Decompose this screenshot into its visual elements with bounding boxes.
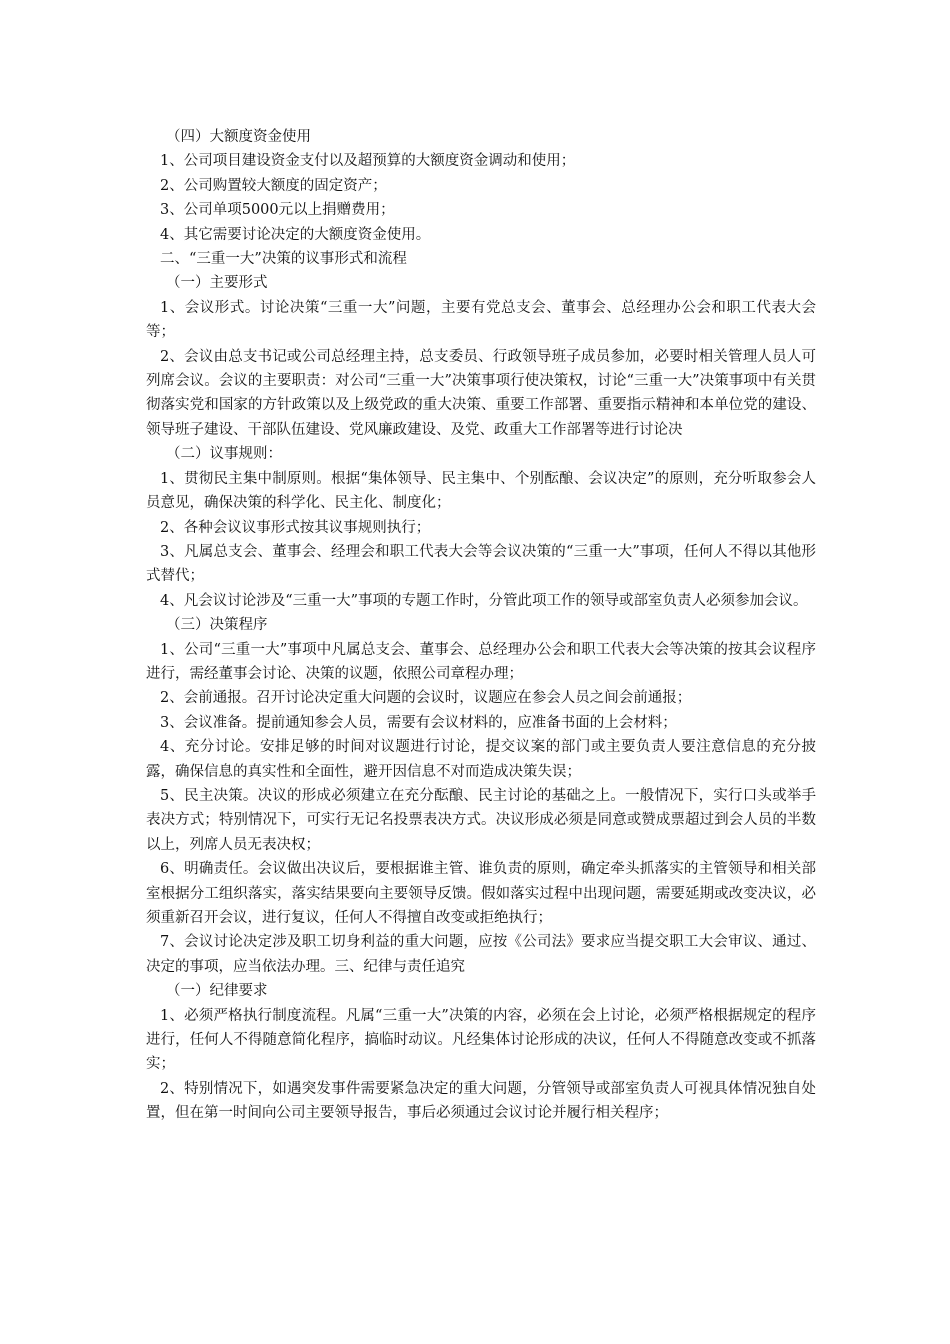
- list-item: 2、公司购置较大额度的固定资产；: [160, 177, 387, 194]
- list-item: 1、会议形式。讨论决策“三重一大”问题，主要有党总支会、董事会、总经理办公会和职工代表大会等；: [146, 299, 816, 341]
- list-item: 2、会前通报。召开讨论决定重大问题的会议时，议题应在参会人员之间会前通报；: [160, 690, 692, 707]
- list-item: 4、其它需要讨论决定的大额度资金使用。: [160, 226, 431, 243]
- document-page: [146, 125, 816, 1126]
- list-item: 1、公司“三重一大”事项中凡属总支会、董事会、总经理办公会和职工代表大会等决策的按其会议程序进行，需经董事会讨论、决策的议题，依照公司章程办理；: [146, 641, 816, 682]
- section-heading: （四）大额度资金使用: [166, 129, 311, 145]
- list-item: 1、必须严格执行制度流程。凡属“三重一大”决策的内容，必须在会上讨论，必须严格根据规定的程序进行，任何人不得随意简化程序，搞临时动议。凡经集体讨论形成的决议，任何人不得随意改变或不抓落实；: [146, 1007, 816, 1073]
- list-item: 2、各种会议议事形式按其议事规则执行；: [160, 519, 431, 536]
- section-heading: （一）主要形式: [166, 275, 268, 292]
- list-item: 2、特别情况下，如遇突发事件需要紧急决定的重大问题，分管领导或部室负责人可视具体情况独自处置，但在第一时间向公司主要领导报告，事后必须通过会议讨论并履行相关程序；: [146, 1080, 816, 1122]
- list-item: 1、公司项目建设资金支付以及超预算的大额度资金调动和使用；: [160, 153, 576, 170]
- section-heading: （二）议事规则：: [166, 446, 282, 463]
- list-item: 7、会议讨论决定涉及职工切身利益的重大问题，应按《公司法》要求应当提交职工大会审议、通过、决定的事项，应当依法办理。三、纪律与责任追究: [146, 934, 816, 975]
- chapter-heading: 二、“三重一大”决策的议事形式和流程: [160, 251, 407, 268]
- list-item: 3、凡属总支会、董事会、经理会和职工代表大会等会议决策的“三重一大”事项，任何人不得以其他形式替代；: [146, 543, 816, 585]
- list-item: 4、凡会议讨论涉及“三重一大”事项的专题工作时，分管此项工作的领导或部室负责人必须参加会议。: [160, 592, 808, 609]
- list-item: 2、会议由总支书记或公司总经理主持，总支委员、行政领导班子成员参加，必要时相关管理人员人可列席会议。会议的主要职责：对公司“三重一大”决策事项行使决策权，讨论“三重一大”决策事项中有关贯彻落实党和国家的方针政策以及上级党政的重大决策、重要工作部署、重要指示精神和本单位党的建设、领导班子建设、干部队伍建设、党风廉政建设、及党、政重大工作部署等进行讨论决: [146, 348, 816, 438]
- list-item: 3、公司单项5000元以上捐赠费用；: [160, 202, 395, 219]
- list-item: 4、充分讨论。安排足够的时间对议题进行讨论，提交议案的部门或主要负责人要注意信息的充分披露，确保信息的真实性和全面性，避开因信息不对而造成决策失误；: [146, 739, 816, 780]
- list-item: 1、贯彻民主集中制原则。根据“集体领导、民主集中、个别酝酿、会议决定”的原则，充分听取参会人员意见，确保决策的科学化、民主化、制度化；: [146, 470, 816, 512]
- section-heading: （一）纪律要求: [166, 983, 268, 1000]
- section-heading: （三）决策程序: [166, 617, 268, 634]
- list-item: 5、民主决策。决议的形成必须建立在充分酝酿、民主讨论的基础之上。一般情况下，实行口头或举手表决方式；特别情况下，可实行无记名投票表决方式。决议形成必须是同意或赞成票超过到会人员的半数以上，列席人员无表决权；: [146, 787, 816, 853]
- list-item: 3、会议准备。提前通知参会人员，需要有会议材料的，应准备书面的上会材料；: [160, 714, 677, 731]
- list-item: 6、明确责任。会议做出决议后，要根据谁主管、谁负责的原则，确定牵头抓落实的主管领导和相关部室根据分工组织落实，落实结果要向主要领导反馈。假如落实过程中出现问题，需要延期或改变决议，必须重新召开会议，进行复议，任何人不得擅自改变或拒绝执行；: [146, 861, 816, 926]
